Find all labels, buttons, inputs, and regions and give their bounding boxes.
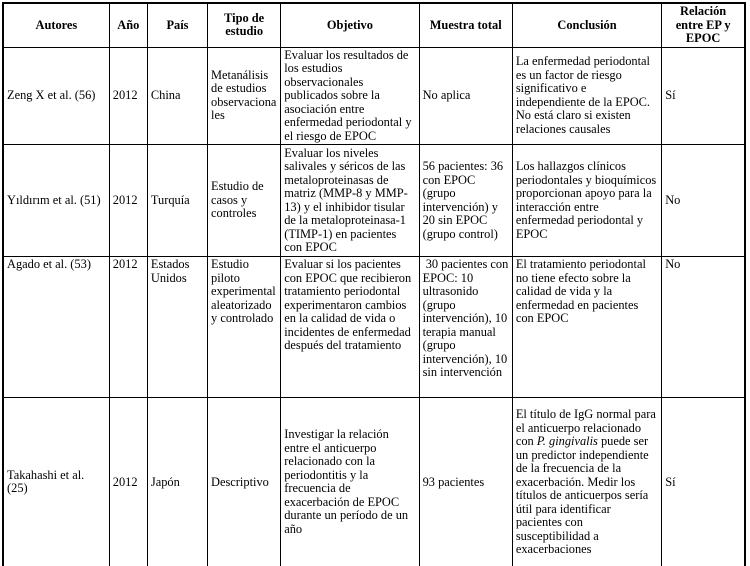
- cell-study-type: Estudio de casos y controles: [208, 145, 281, 257]
- column-header-muestra-total: Muestra total: [419, 3, 512, 47]
- study-row-yildirim: [3, 145, 745, 257]
- cell-authors: Zeng X et al. (56): [3, 47, 109, 145]
- column-header-ano: Año: [109, 3, 147, 47]
- column-header-conclusion: Conclusión: [512, 3, 661, 47]
- cell-objective: Evaluar si los pacientes con EPOC que recibieron tratamiento periodontal experimentaron cambios en la calidad de vida o incidentes de enfermedad después del tratamiento: [281, 257, 419, 398]
- column-header-tipo-de-estudio: Tipo de estudio: [208, 3, 281, 47]
- cell-year: 2012: [109, 257, 147, 398]
- cell-sample: 56 pacientes: 36 con EPOC (grupo intervención) y 20 sin EPOC (grupo control): [419, 145, 512, 257]
- cell-country: Turquía: [147, 145, 207, 257]
- cell-relation: Sí: [662, 47, 745, 145]
- cell-sample: 93 pacientes: [419, 398, 512, 566]
- cell-study-type: Descriptivo: [208, 398, 281, 566]
- paper-table-page: [0, 2, 750, 566]
- cell-year: 2012: [109, 47, 147, 145]
- cell-authors: Agado et al. (53): [3, 257, 109, 398]
- cell-conclusion: Los hallazgos clínicos periodontales y bioquímicos proporcionan apoyo para la interacción entre enfermedad periodontal y EPOC: [512, 145, 661, 257]
- cell-authors: Yıldırım et al. (51): [3, 145, 109, 257]
- cell-objective: Investigar la relación entre el anticuerpo relacionado con la periodontitis y la frecuencia de exacerbación de EPOC durante un período de un año: [281, 398, 419, 566]
- column-header-autores: Autores: [3, 3, 109, 47]
- cell-sample: No aplica: [419, 47, 512, 145]
- cell-country: Estados Unidos: [147, 257, 207, 398]
- cell-relation: Sí: [662, 398, 745, 566]
- cell-relation: No: [662, 257, 745, 398]
- study-row-takahashi: [3, 398, 745, 566]
- cell-relation: No: [662, 145, 745, 257]
- cell-conclusion: El tratamiento periodontal no tiene efecto sobre la calidad de vida y la enfermedad en pacientes con EPOC: [512, 257, 661, 398]
- column-header-relacion-ep-epoc: Relación entre EP y EPOC: [662, 3, 745, 47]
- study-row-agado: [3, 257, 745, 398]
- conclusion-text-before: El título de IgG normal para el anticuerpo relacionado con: [515, 407, 659, 448]
- cell-year: 2012: [109, 145, 147, 257]
- cell-year: 2012: [109, 398, 147, 566]
- conclusion-text-after: puede ser un predictor independiente de la frecuencia de la exacerbación. Medir los títulos de anticuerpos sería útil para identificar pacientes con susceptibilidad a exacerbaciones: [515, 434, 652, 556]
- cell-study-type: Estudio piloto experimental aleatorizado y controlado: [208, 257, 281, 398]
- table-header-row: [3, 3, 745, 47]
- cell-country: Japón: [147, 398, 207, 566]
- cell-conclusion: [512, 398, 661, 566]
- conclusion-species-name: P. gingivalis: [536, 434, 598, 448]
- study-row-zeng: [3, 47, 745, 145]
- cell-study-type: Metanálisis de estudios observacionales: [208, 47, 281, 145]
- cell-sample: 30 pacientes con EPOC: 10 ultrasonido (grupo intervención), 10 terapia manual (grupo intervención), 10 sin intervención: [419, 257, 512, 398]
- cell-objective: Evaluar los resultados de los estudios observacionales publicados sobre la asociación entre enfermedad periodontal y el riesgo de EPOC: [281, 47, 419, 145]
- column-header-objetivo: Objetivo: [281, 3, 419, 47]
- cell-objective: Evaluar los niveles salivales y séricos de las metaloproteinasas de matriz (MMP-8 y MMP-13) y el inhibidor tisular de la metaloproteinasa-1 (TIMP-1) en pacientes con EPOC: [281, 145, 419, 257]
- cell-authors: Takahashi et al. (25): [3, 398, 109, 566]
- cell-country: China: [147, 47, 207, 145]
- studies-summary-table: [2, 2, 746, 566]
- column-header-pais: País: [147, 3, 207, 47]
- cell-conclusion: La enfermedad periodontal es un factor de riesgo significativo e independiente de la EPOC. No está claro si existen relaciones causales: [512, 47, 661, 145]
